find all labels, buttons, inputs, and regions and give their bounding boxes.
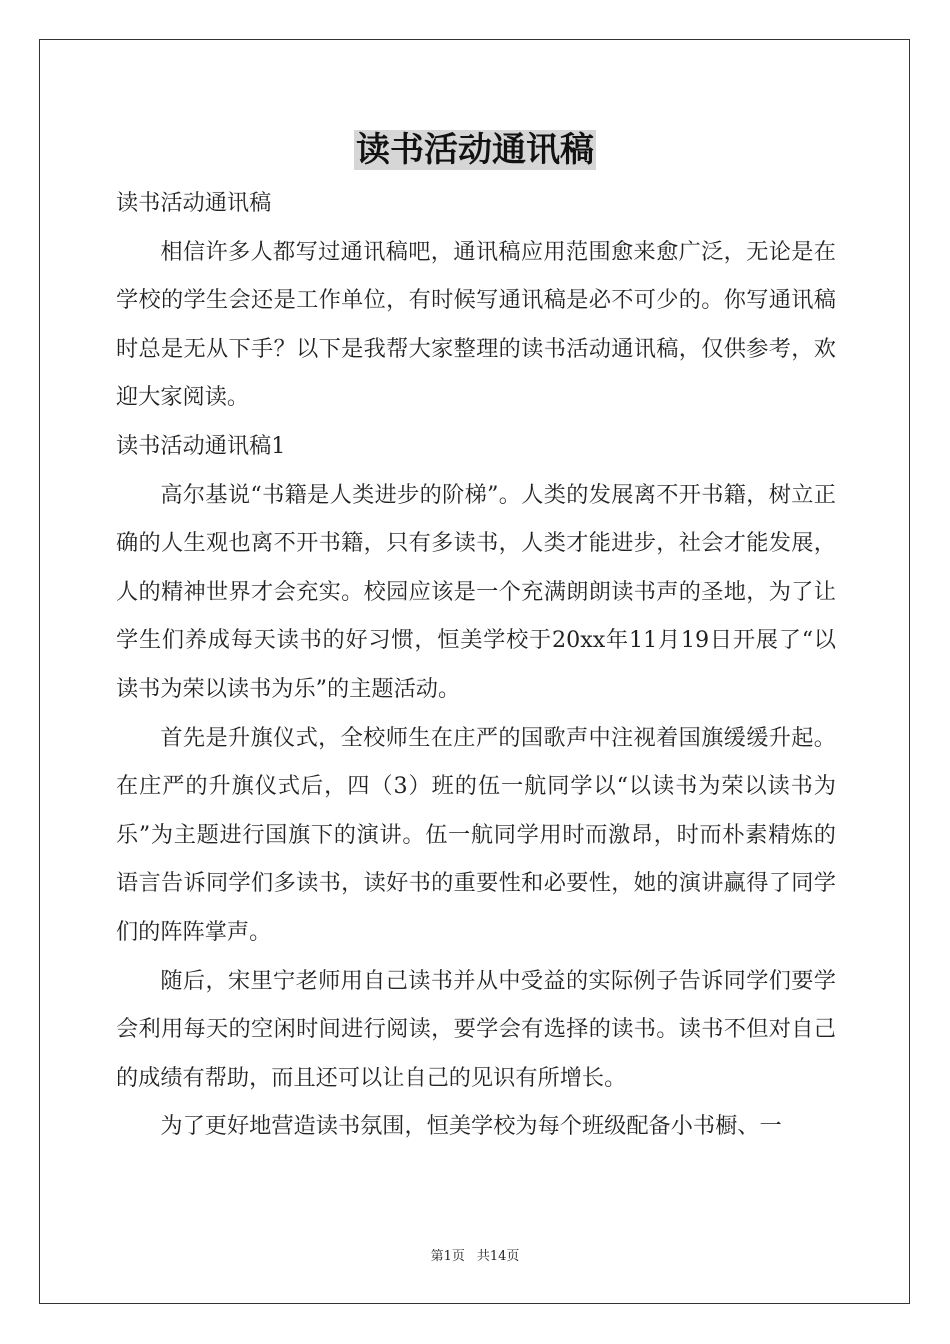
paragraph-reading-atmosphere: 为了更好地营造读书氛围，恒美学校为每个班级配备小书橱、一 — [160, 1113, 782, 1140]
document-body — [116, 179, 836, 1151]
document-title — [0, 126, 950, 174]
page-total: 共14页 — [476, 1249, 520, 1264]
page-number: 第1页 — [430, 1249, 465, 1264]
paragraph-section-heading: 读书活动通讯稿1 — [116, 432, 286, 459]
page-footer — [0, 1248, 950, 1266]
paragraph-flag-ceremony: 首先是升旗仪式，全校师生在庄严的国歌声中注视着国旗缓缓升起。在庄严的升旗仪式后，四（3）班的伍一航同学以“以读书为荣以读书为乐”为主题进行国旗下的演讲。伍一航同学用时而激昂，时而朴素精炼的语言告诉同学们多读书，读好书的重要性和必要性，她的演讲赢得了同学们的阵阵掌声。 — [116, 724, 836, 945]
document-title-text: 读书活动通讯稿 — [356, 130, 594, 170]
paragraph-teacher-talk: 随后，宋里宁老师用自己读书并从中受益的实际例子告诉同学们要学会利用每天的空闲时间进行阅读，要学会有选择的读书。读书不但对自己的成绩有帮助，而且还可以让自己的见识有所增长。 — [116, 967, 836, 1091]
paragraph-gorky-quote: 高尔基说“书籍是人类进步的阶梯”。人类的发展离不开书籍，树立正确的人生观也离不开书籍，只有多读书，人类才能进步，社会才能发展，人的精神世界才会充实。校园应该是一个充满朗朗读书声的圣地，为了让学生们养成每天读书的好习惯，恒美学校于20xx年11月19日开展了“以读书为荣以读书为乐”的主题活动。 — [116, 481, 836, 702]
paragraph-subtitle: 读书活动通讯稿 — [116, 190, 272, 216]
paragraph-intro: 相信许多人都写过通讯稿吧，通讯稿应用范围愈来愈广泛，无论是在学校的学生会还是工作单位，有时候写通讯稿是必不可少的。你写通讯稿时总是无从下手？以下是我帮大家整理的读书活动通讯稿，仅供参考，欢迎大家阅读。 — [116, 238, 836, 411]
